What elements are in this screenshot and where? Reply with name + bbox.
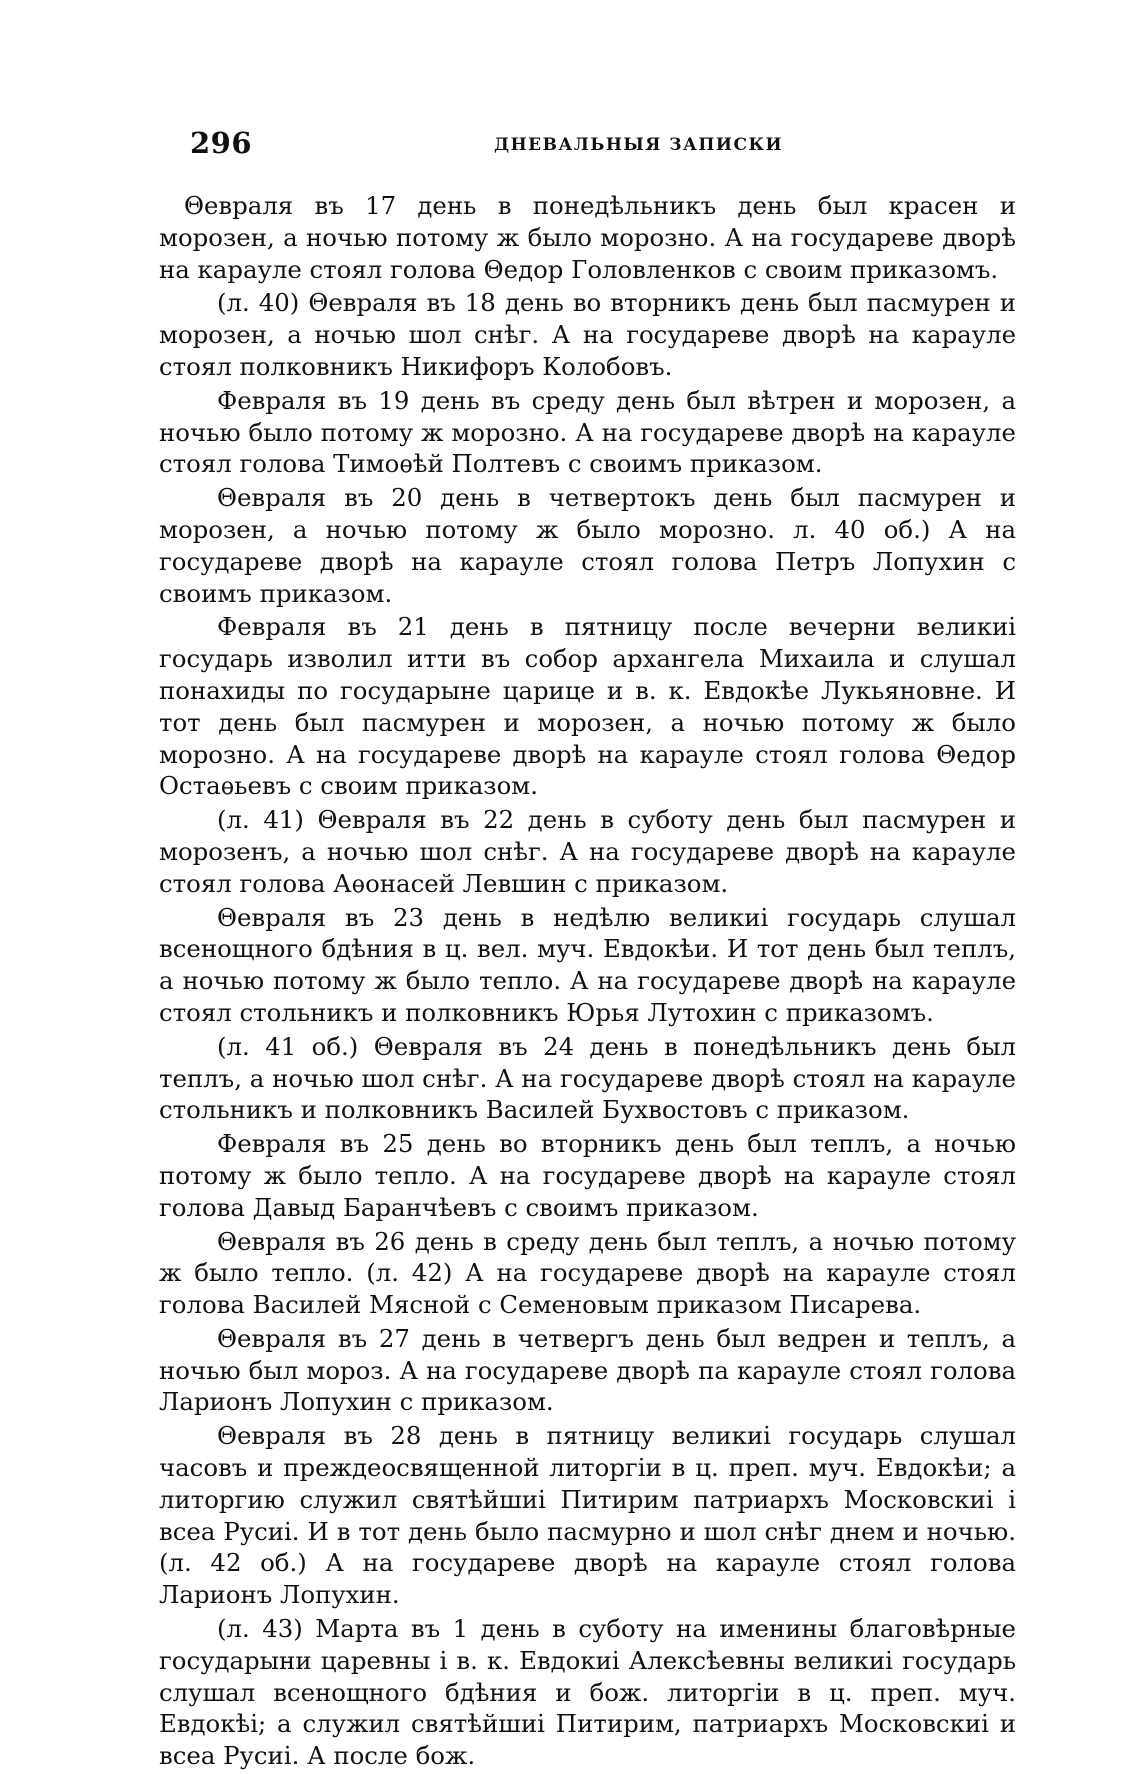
paragraph: Θевраля въ 28 день в пятницу великиі государь слушал часовъ и преждеосвященной литоргіи в ц. преп. муч. Евдокѣи; а литоргию служил святѣйшиі Питирим патриархъ Московскиі і всеа Русиі. И в тот день было пасмурно и шол снѣг днем и ночью. (л. 42 об.) А на государеве дворѣ на карауле стоял голова Ларионъ Лопухин. <box>159 1421 1016 1610</box>
paragraph: Февраля въ 21 день в пятницу после вечерни великиі государь изволил итти въ собор архангела Михаила и слушал понахиды по государыне царице и в. к. Евдокѣе Лукьяновне. И тот день был пасмурен и морозен, а ночью потому ж было морозно. А на государеве дворѣ на карауле стоял голова Θедор Остаѳьевъ с своим приказом. <box>159 612 1016 801</box>
paragraph: (л. 41 об.) Θевраля въ 24 день в понедѣльникъ день был теплъ, а ночью шол снѣг. А на государеве дворѣ стоял на карауле стольникъ и полковникъ Василей Бухвостовъ с приказом. <box>159 1031 1016 1125</box>
paragraph: Θевраля въ 20 день в четвертокъ день был пасмурен и морозен, а ночью потому ж было морозно. л. 40 об.) А на государеве дворѣ на карауле стоял голова Петръ Лопухин с своимъ приказом. <box>159 483 1016 608</box>
page-header <box>190 126 1017 166</box>
paragraph: Февраля въ 19 день въ среду день был вѣтрен и морозен, а ночью было потому ж морозно. А на государеве дворѣ на карауле стоял голова Тимоѳѣй Полтевъ с своимъ приказом. <box>159 385 1016 479</box>
paragraph: Θевраля въ 23 день в недѣлю великиі государь слушал всенощного бдѣния в ц. вел. муч. Евдокѣи. И тот день был теплъ, а ночью потому ж было тепло. А на государеве дворѣ на карауле стоял стольникъ и полковникъ Юрья Лутохин с приказомъ. <box>159 902 1016 1027</box>
paragraph: (л. 40) Θевраля въ 18 день во вторникъ день был пасмурен и морозен, а ночью шол снѣг. А на государеве дворѣ на карауле стоял полковникъ Никифоръ Колобовъ. <box>159 288 1016 381</box>
paragraph: (л. 41) Θевраля въ 22 день в суботу день был пасмурен и морозенъ, а ночью шол снѣг. А на государеве дворѣ на карауле стоял голова Аѳонасей Левшин с приказом. <box>159 805 1016 898</box>
paragraph: Февраля въ 25 день во вторникъ день был теплъ, а ночью потому ж было тепло. А на государеве дворѣ на карауле стоял голова Давыд Баранчѣевъ с своимъ приказом. <box>159 1129 1016 1222</box>
body-text <box>159 190 1016 1774</box>
running-title: ДНЕВАЛЬНЫЯ ЗАПИСКИ <box>493 135 784 155</box>
paragraph: Θевраля въ 27 день в четвергъ день был ведрен и теплъ, а ночью был мороз. А на государеве дворѣ па карауле стоял голова Ларионъ Лопухин с приказом. <box>159 1323 1016 1417</box>
page-number: 296 <box>190 126 253 160</box>
paragraph: Θевраля въ 26 день в среду день был теплъ, а ночью потому ж было тепло. (л. 42) А на государеве дворѣ на карауле стоял голова Василей Мясной с Семеновым приказом Писарева. <box>159 1226 1016 1320</box>
paragraph: (л. 43) Марта въ 1 день в суботу на именины благовѣрные государыни царевны і в. к. Евдокиі Алексѣевны великиі государь слушал всенощного бдѣния и бож. литоргіи в ц. преп. муч. Евдокѣі; а служил святѣйшиі Питирим, патриархъ Московскиі и всеа Русиі. А после бож. <box>159 1614 1016 1771</box>
paragraph: Θевраля въ 17 день в понедѣльникъ день был красен и морозен, а ночью потому ж было морозно. А на государеве дворѣ на карауле стоял голова Θедор Головленков с своим приказомъ. <box>159 191 1016 284</box>
